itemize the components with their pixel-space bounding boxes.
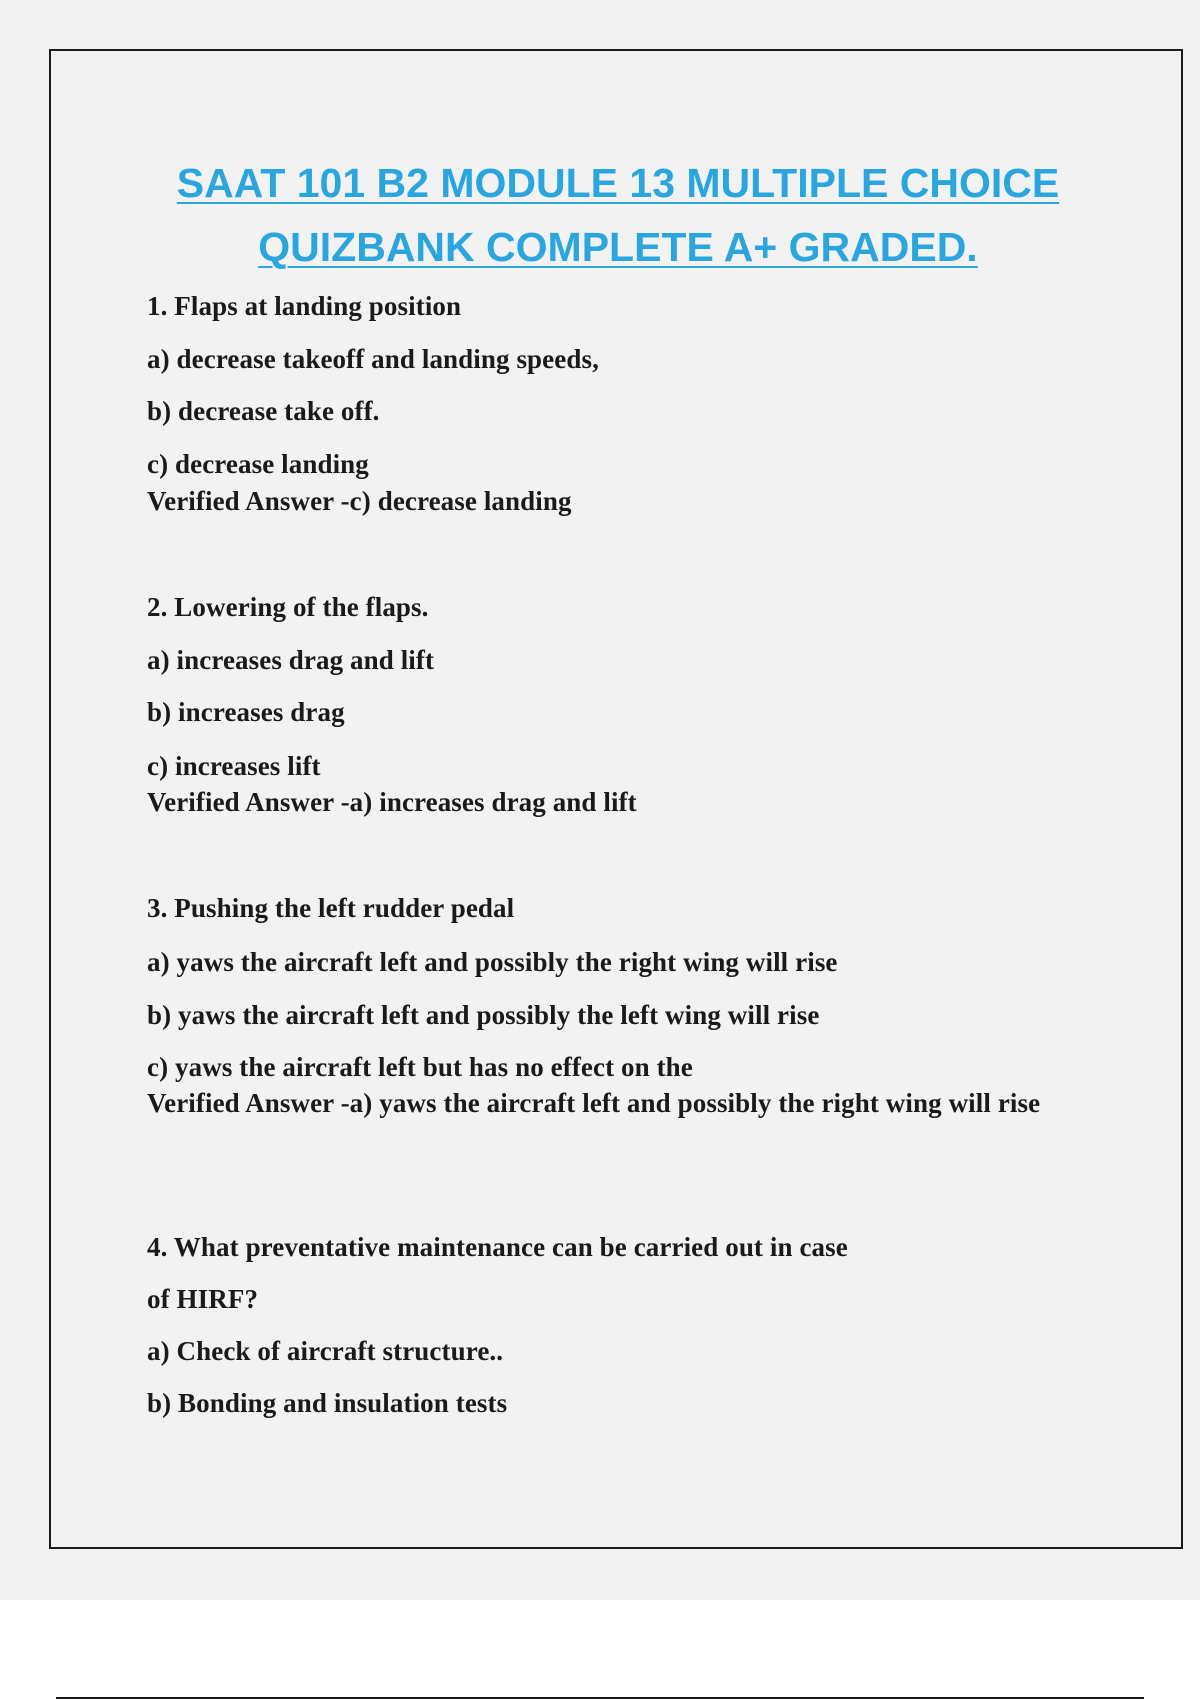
question-1-answer: Verified Answer -c) decrease landing bbox=[147, 486, 572, 516]
question-2-option-b: b) increases drag bbox=[147, 697, 345, 727]
question-4-option-a: a) Check of aircraft structure.. bbox=[147, 1336, 504, 1366]
question-3-answer: Verified Answer -a) yaws the aircraft left and possibly the right wing will rise bbox=[147, 1088, 1041, 1118]
question-4-line-2: of HIRF? bbox=[147, 1284, 259, 1314]
question-1-option-c: c) decrease landing bbox=[147, 449, 369, 479]
question-2-answer: Verified Answer -a) increases drag and lift bbox=[147, 787, 637, 817]
question-4-line-1: 4. What preventative maintenance can be carried out in case bbox=[147, 1232, 848, 1262]
question-1-option-b: b) decrease take off. bbox=[147, 396, 380, 426]
question-3-option-c: c) yaws the aircraft left but has no effect on the bbox=[147, 1052, 693, 1082]
question-2-option-c: c) increases lift bbox=[147, 751, 321, 781]
question-3-option-b: b) yaws the aircraft left and possibly the left wing will rise bbox=[147, 1000, 820, 1030]
question-3-option-a: a) yaws the aircraft left and possibly the right wing will rise bbox=[147, 947, 838, 977]
title-line-1: SAAT 101 B2 MODULE 13 MULTIPLE CHOICE bbox=[176, 160, 1060, 206]
document-title bbox=[51, 151, 1185, 279]
question-1-option-a: a) decrease takeoff and landing speeds, bbox=[147, 344, 599, 374]
page-frame bbox=[49, 49, 1183, 1549]
footer-divider bbox=[56, 1697, 1144, 1699]
question-2: 2. Lowering of the flaps. bbox=[147, 592, 429, 622]
question-1: 1. Flaps at landing position bbox=[147, 291, 462, 321]
question-2-option-a: a) increases drag and lift bbox=[147, 645, 435, 675]
question-4-option-b: b) Bonding and insulation tests bbox=[147, 1388, 508, 1418]
title-line-2: QUIZBANK COMPLETE A+ GRADED. bbox=[258, 224, 978, 270]
question-3: 3. Pushing the left rudder pedal bbox=[147, 893, 515, 923]
